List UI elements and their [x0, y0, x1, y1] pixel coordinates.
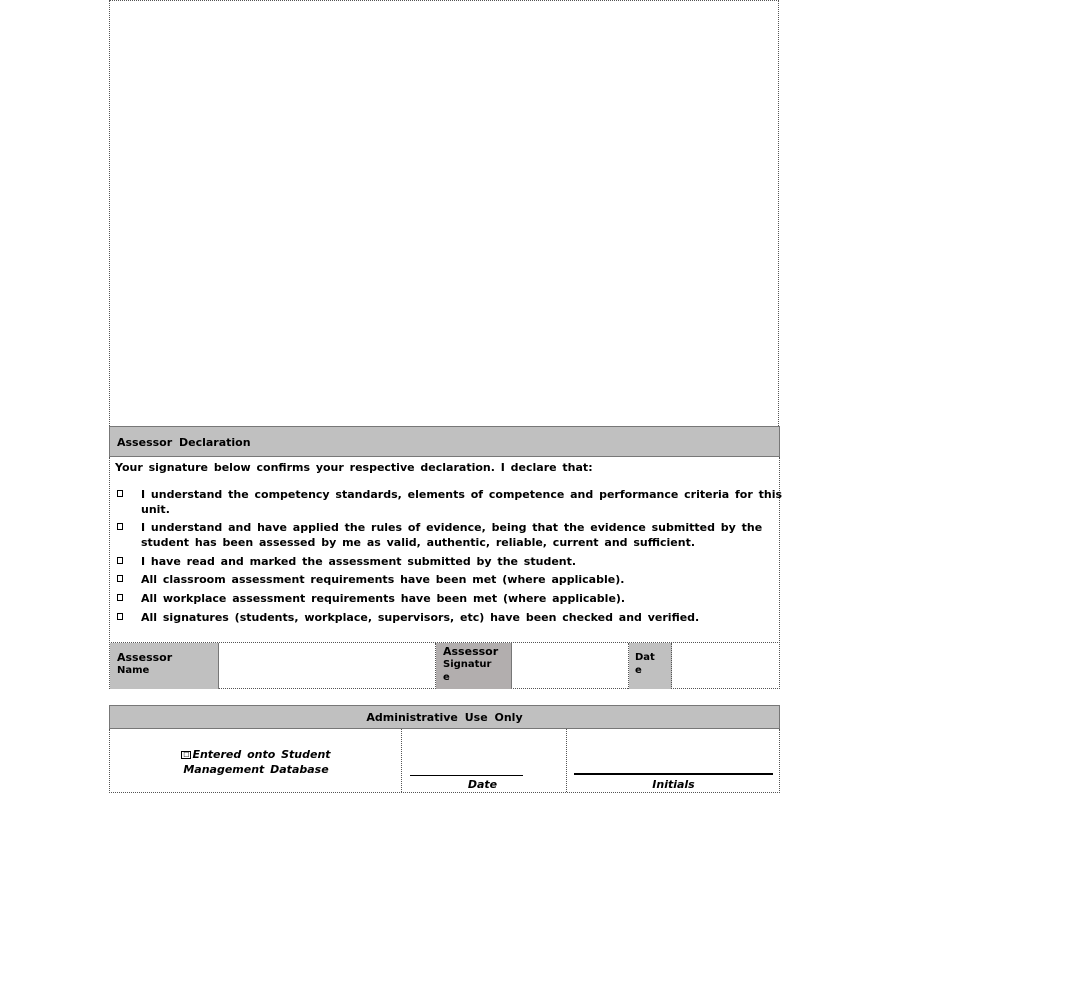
checkbox-icon[interactable]: [117, 557, 123, 564]
declaration-item-text: I have read and marked the assessment submitted by the student.: [141, 555, 577, 568]
admin-date-cell: [402, 729, 567, 792]
assessor-signature-label-line1: Assessor: [443, 645, 499, 658]
assessor-name-label: [110, 643, 219, 689]
declaration-item-text: All signatures (students, workplace, supervisors, etc) have been checked and verified.: [141, 611, 700, 624]
date-signature-line: [410, 775, 523, 776]
checkbox-icon[interactable]: [117, 490, 123, 497]
declaration-item-text: I understand the competency standards, elements of competence and performance criteria for this unit.: [141, 488, 783, 516]
initials-caption: Initials: [652, 778, 695, 791]
checkbox-icon[interactable]: [117, 523, 123, 530]
date-label-line2: e: [635, 665, 642, 676]
date-label: [629, 643, 672, 689]
admin-initials-cell: [567, 729, 779, 792]
declaration-item-text: I understand and have applied the rules of evidence, being that the evidence submitted by the student has been assessed by me as valid, authentic, reliable, current and sufficient.: [141, 521, 763, 549]
checkbox-icon[interactable]: [117, 575, 123, 582]
assessor-name-label-line2: Name: [117, 665, 150, 676]
blank-page-area: [109, 0, 779, 426]
date-label-line1: Dat: [635, 652, 655, 663]
administrative-use-body: [109, 729, 780, 793]
date-field[interactable]: [672, 643, 779, 689]
checkbox-icon[interactable]: [117, 613, 123, 620]
checkbox-icon[interactable]: [117, 594, 123, 601]
assessor-signature-label: [436, 643, 512, 689]
assessor-name-label-line1: Assessor: [117, 651, 173, 664]
entered-database-label: [146, 747, 366, 777]
entered-database-cell: [110, 729, 402, 792]
assessor-signature-label-line2: Signatur: [443, 659, 492, 670]
date-caption: Date: [467, 778, 498, 791]
assessor-name-field[interactable]: [219, 643, 436, 689]
assessor-signature-row: [109, 642, 780, 689]
declaration-item-text: All classroom assessment requirements have been met (where applicable).: [141, 573, 625, 586]
assessor-signature-field[interactable]: [512, 643, 629, 689]
assessor-declaration-body: [109, 457, 783, 643]
administrative-use-header: Administrative Use Only: [109, 705, 780, 729]
declaration-item-text: All workplace assessment requirements have been met (where applicable).: [141, 592, 626, 605]
assessor-signature-label-line3: e: [443, 672, 450, 683]
checkbox-icon[interactable]: ☐: [183, 751, 190, 759]
assessor-declaration-header: Assessor Declaration: [109, 426, 780, 457]
initials-signature-line: [574, 773, 773, 775]
entered-database-text: Entered onto Student Management Database: [183, 748, 331, 776]
declaration-intro: Your signature below confirms your respective declaration. I declare that:: [115, 461, 593, 474]
